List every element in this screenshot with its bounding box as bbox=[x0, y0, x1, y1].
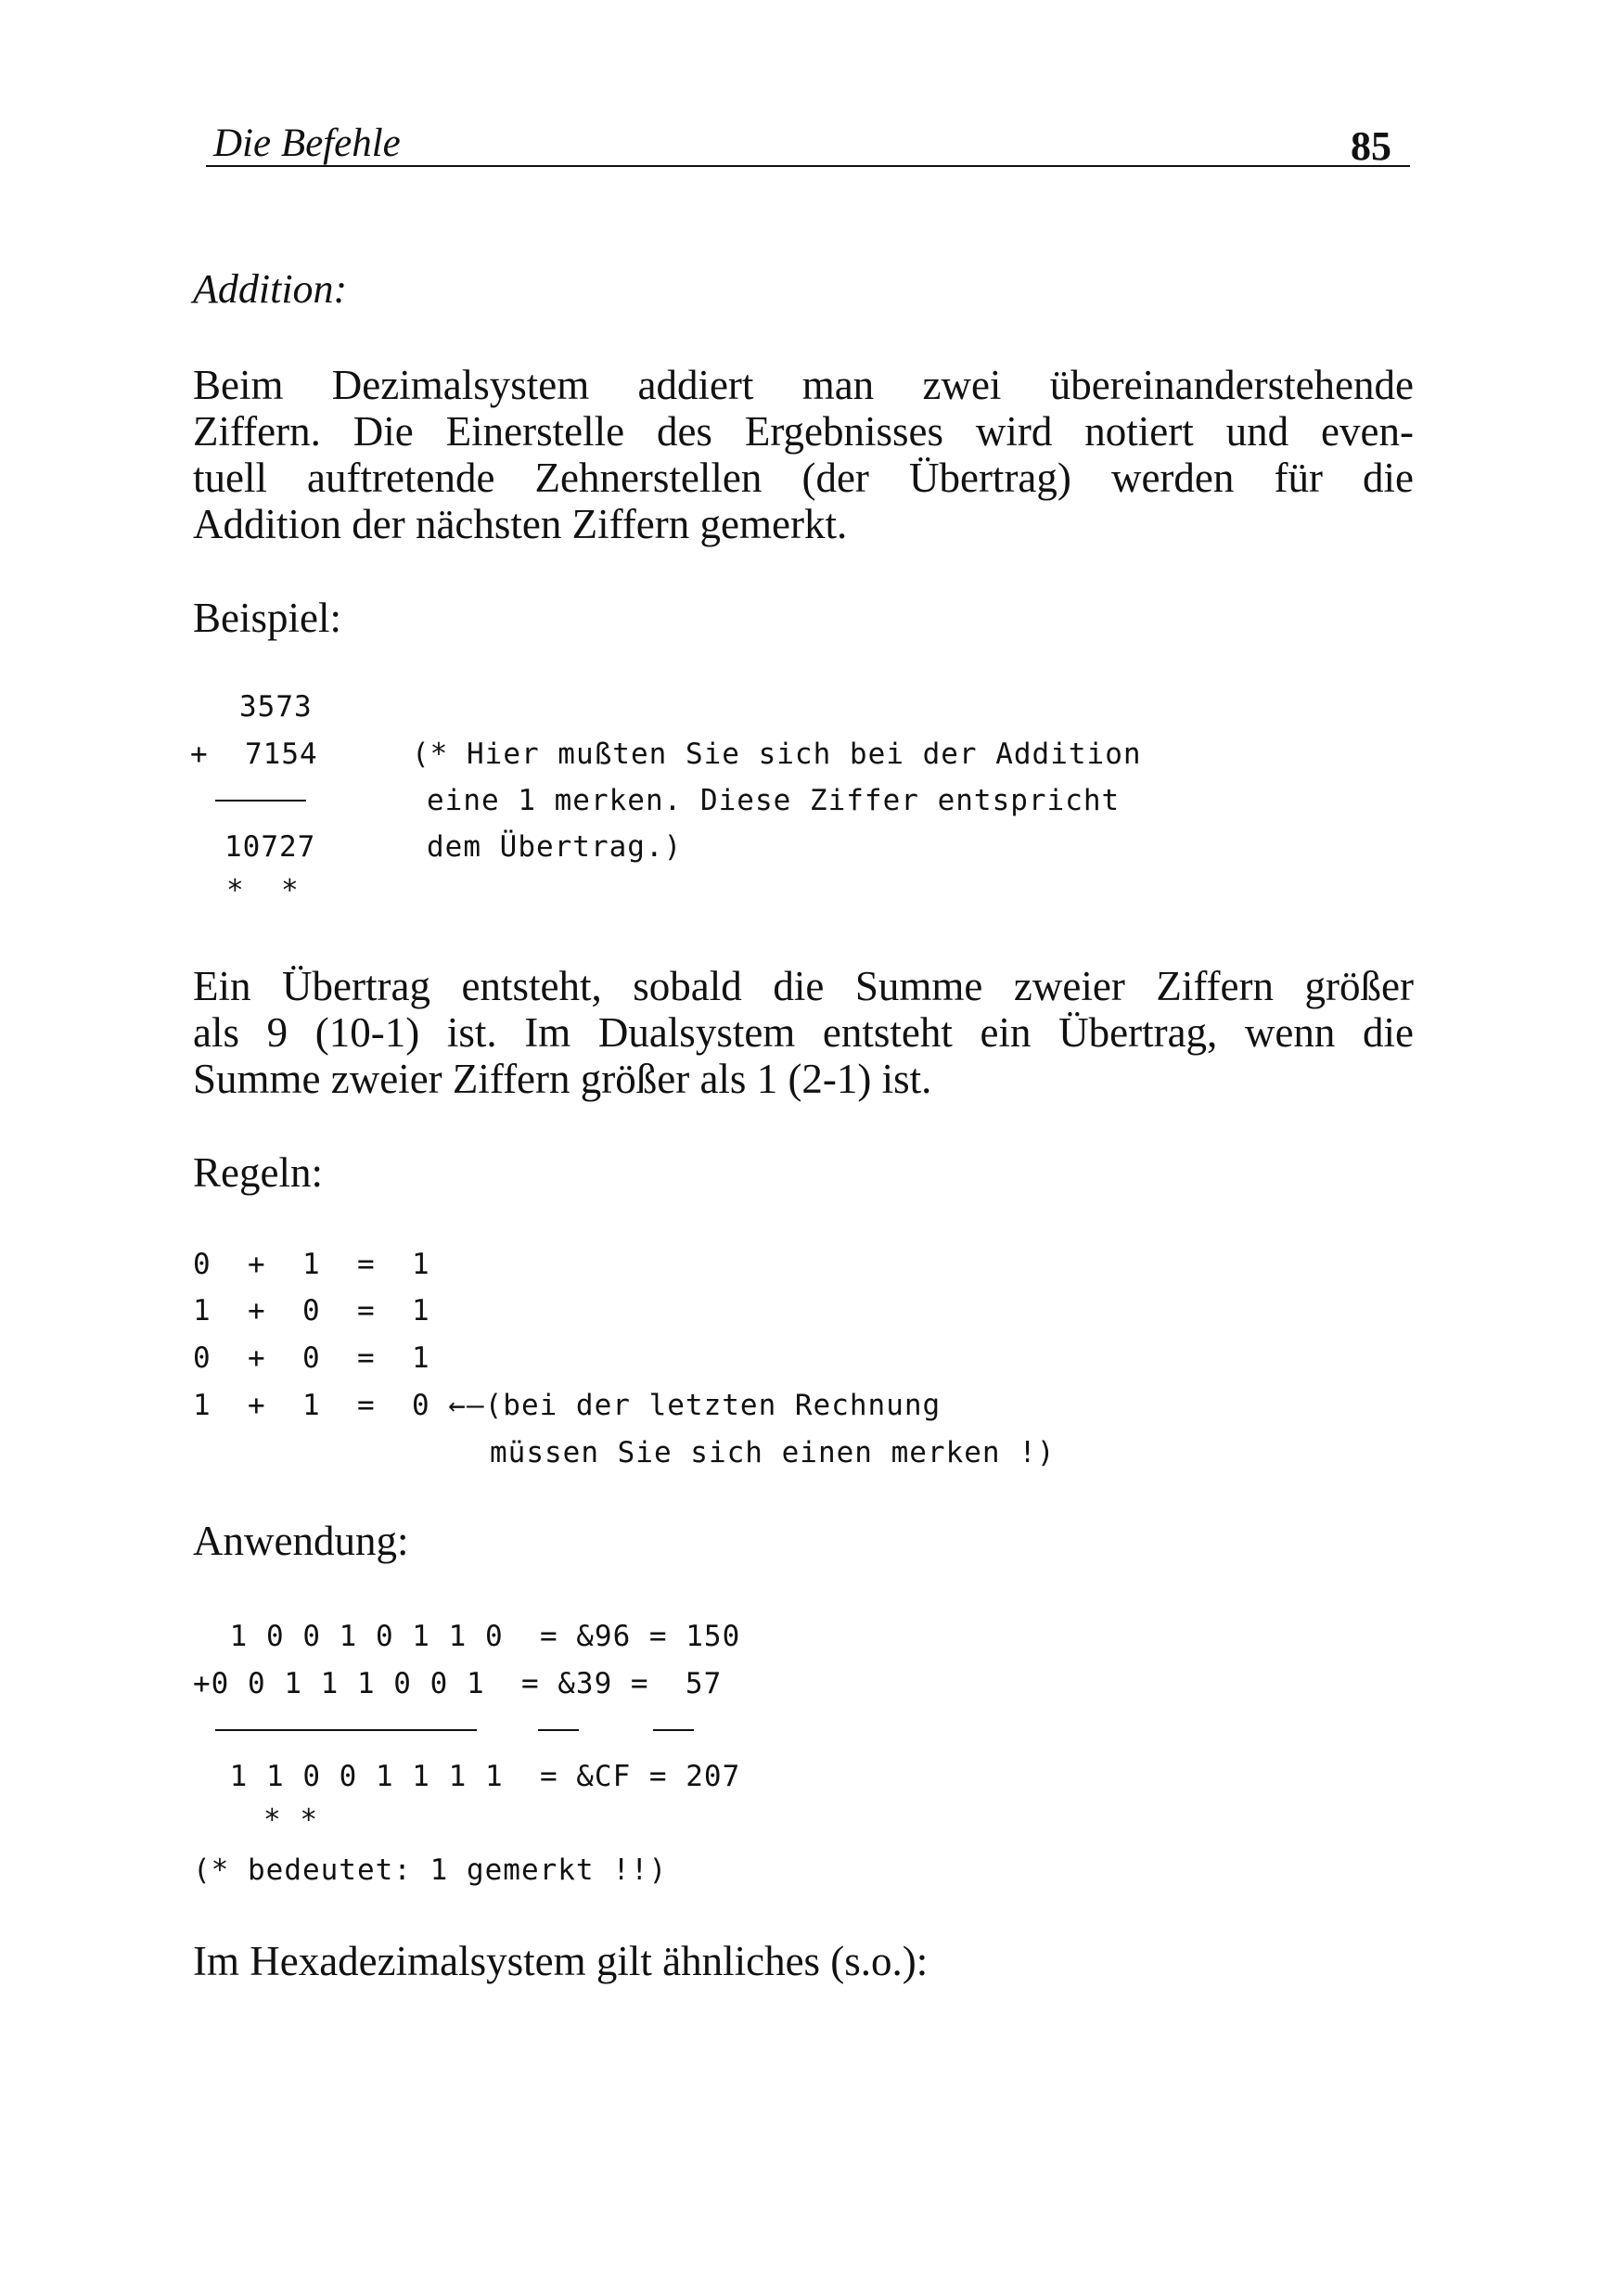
rule-line: 1 + 0 = 1 bbox=[193, 1294, 430, 1328]
intro-line: tuell auftretende Zehnerstellen (der Übertrag) werden für die bbox=[193, 455, 1414, 501]
carry-line: als 9 (10-1) ist. Im Dualsystem entsteht ein Übertrag, wenn die bbox=[193, 1009, 1414, 1056]
example-sum: 10727 bbox=[224, 830, 316, 864]
example-carry-marks: * * bbox=[226, 874, 300, 907]
example-addend-1: 3573 bbox=[239, 690, 313, 724]
rule-line: 0 + 0 = 1 bbox=[193, 1341, 430, 1375]
intro-line: Ziffern. Die Einerstelle des Ergebnisses wird notiert und even- bbox=[193, 408, 1414, 455]
application-rule bbox=[653, 1729, 694, 1731]
application-label: Anwendung: bbox=[193, 1518, 409, 1564]
application-rule bbox=[538, 1729, 579, 1731]
closing-line: Im Hexadezimalsystem gilt ähnliches (s.o.): bbox=[193, 1938, 929, 1984]
intro-line: Beim Dezimalsystem addiert man zwei übereinanderstehende bbox=[193, 362, 1414, 408]
intro-paragraph bbox=[193, 362, 1414, 547]
application-carry-marks: * * bbox=[263, 1803, 318, 1837]
rule-line: 0 + 1 = 1 bbox=[193, 1248, 430, 1281]
application-row: 1 0 0 1 0 1 1 0 = &96 = 150 bbox=[211, 1620, 741, 1653]
rule-line: 1 + 1 = 0 ←—(bei der letzten Rechnung bbox=[193, 1389, 942, 1422]
application-row: +0 0 1 1 1 0 0 1 = &39 = 57 bbox=[193, 1667, 723, 1700]
application-rule bbox=[215, 1729, 477, 1731]
carry-line: Summe zweier Ziffern größer als 1 (2-1) ist. bbox=[193, 1056, 932, 1102]
example-addend-2: + 7154 bbox=[190, 738, 318, 771]
section-heading: Addition: bbox=[193, 266, 348, 312]
example-sum-rule bbox=[215, 800, 306, 802]
example-label: Beispiel: bbox=[193, 595, 341, 641]
example-note-line: eine 1 merken. Diese Ziffer entspricht bbox=[427, 784, 1121, 817]
application-row: 1 1 0 0 1 1 1 1 = &CF = 207 bbox=[211, 1760, 741, 1793]
rules-label: Regeln: bbox=[193, 1149, 323, 1196]
running-head: Die Befehle bbox=[213, 122, 401, 165]
rule-note-continuation: müssen Sie sich einen merken !) bbox=[490, 1436, 1056, 1469]
carry-paragraph bbox=[193, 963, 1414, 1102]
example-note-line: (* Hier mußten Sie sich bei der Addition bbox=[412, 738, 1142, 771]
application-note: (* bedeutet: 1 gemerkt !!) bbox=[193, 1853, 668, 1887]
example-note-line: dem Übertrag.) bbox=[427, 830, 683, 864]
carry-line: Ein Übertrag entsteht, sobald die Summe zweier Ziffern größer bbox=[193, 963, 1414, 1009]
header-rule bbox=[206, 165, 1410, 167]
page-number: 85 bbox=[1351, 123, 1391, 169]
intro-line: Addition der nächsten Ziffern gemerkt. bbox=[193, 501, 848, 547]
